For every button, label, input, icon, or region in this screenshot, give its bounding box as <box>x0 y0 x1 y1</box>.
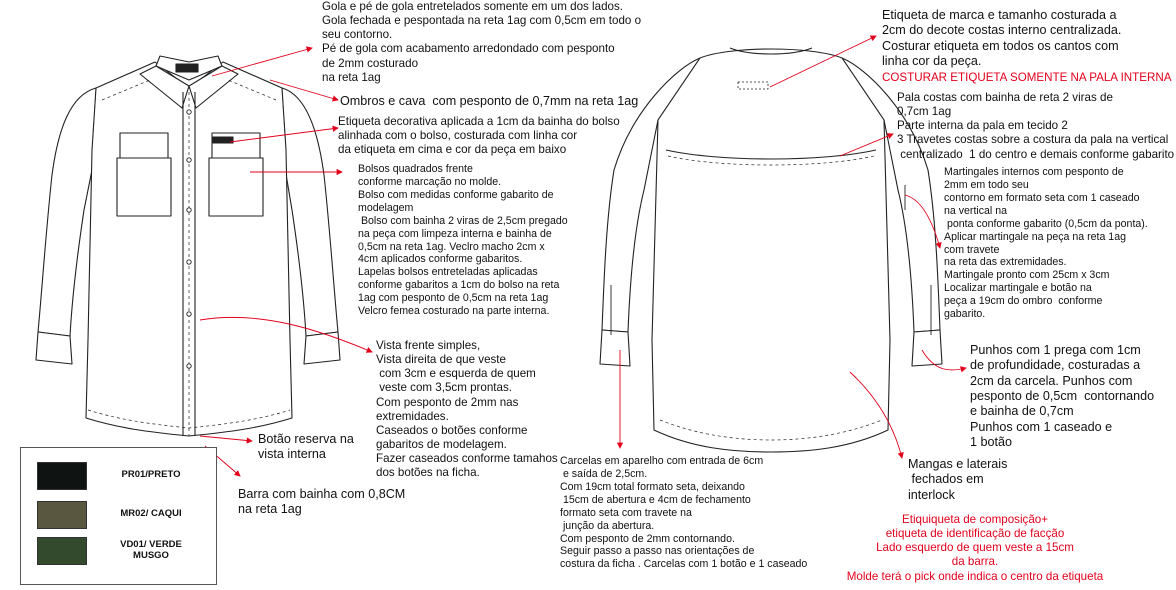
shoulders-note: Ombros e cava com pesponto de 0,7mm na reta 1ag <box>340 94 639 108</box>
back-right-cuff <box>912 330 942 366</box>
color-legend <box>20 447 217 585</box>
spare-button-note: Botão reserva na vista interna <box>258 432 354 462</box>
sleeves-note: Mangas e laterais fechados em interlock <box>908 457 1008 502</box>
left-pocket <box>117 158 171 216</box>
decorative-label-note: Etiqueta decorativa aplicada a 1cm da bainha do bolso alinhada com o bolso, costurada com linha cor da etiqueta em cima e cor da peça em baixo <box>338 115 620 157</box>
brand-label-mark <box>738 82 768 89</box>
right-pocket <box>209 158 263 216</box>
pockets-note: Bolsos quadrados frente conforme marcação no molde. Bolso com medidas conforme gabarito de modelagem Bolso com bainha 2 viras de 2,5cm pregado na peça com limpeza interna e bainha de 0,5cm na reta 1ag. Veclro macho 2cm x 4cm aplicados conforme gabaritos. Lapelas bolsos entreteladas aplicadas conforme gabaritos a 1cm do bolso na reta 1ag com pesponto de 0,5cm na reta 1ag Velcro femea costurado na parte interna. <box>358 163 568 318</box>
color-label: PR01/PRETO <box>121 469 181 480</box>
left-pocket-flap <box>120 133 168 159</box>
collar-note: Gola e pé de gola entretelados somente em um dos lados. Gola fechada e pespontada na reta 1ag com 0,5cm em todo o seu contorno. Pé de gola com acabamento arredondado com pesponto de 2mm costurado na reta 1ag <box>322 0 642 84</box>
decorative-label <box>213 137 233 143</box>
hem-note: Barra com bainha com 0,8CM na reta 1ag <box>238 487 406 517</box>
color-swatch <box>37 501 87 529</box>
color-swatch <box>37 537 87 565</box>
cuffs-note: Punhos com 1 prega com 1cm de profundidade, costuradas a 2cm da carcela. Punhos com pesponto de 0,5cm contornando e bainha de 0,7cm Punhos com 1 caseado e 1 botão <box>970 343 1155 450</box>
back-left-cuff <box>600 330 630 366</box>
sleeve-placket-note: Carcelas em aparelho com entrada de 6cm e saída de 2,5cm. Com 19cm total formato seta, deixando 15cm de abertura e 4cm de fechamento formato seta com travete na junção da abertura. Com pesponto de 2mm contornando. Seguir passo a passo nas orientações de costura da ficha . Carcelas com 1 botão e 1 caseado <box>560 455 808 571</box>
back-body <box>652 49 890 452</box>
shirt-front-drawing <box>36 56 340 436</box>
color-label: VD01/ VERDE MUSGO <box>120 539 182 561</box>
brand-label-warning: COSTURAR ETIQUETA SOMENTE NA PALA INTERNA <box>882 71 1172 84</box>
composition-label-note: Etiquiqueta de composição+ etiqueta de identificação de facção Lado esquerdo de quem veste a 15cm da barra. Molde terá o pick onde indica o centro da etiqueta <box>846 513 1104 583</box>
right-sleeve <box>282 88 338 336</box>
shirt-back-drawing <box>600 48 942 452</box>
brand-label-note: Etiqueta de marca e tamanho costurada a 2cm do decote costas interno centralizada. Costurar etiqueta em todos os cantos com linha cor da peça. <box>882 8 1122 69</box>
left-cuff <box>36 332 72 364</box>
left-sleeve <box>38 88 96 336</box>
color-swatch <box>37 462 87 490</box>
tabs-note: Martingales internos com pesponto de 2mm em todo seu contorno em formato seta com 1 caseado na vertical na ponta conforme gabarito (0,5cm da ponta). Aplicar martingale na peça na reta 1ag com travete na reta das extremidades. Martingale pronto com 25cm x 3cm Localizar martingale e botão na peça a 19cm do ombro conforme gabarito. <box>944 166 1148 321</box>
placket-note: Vista frente simples, Vista direita de que veste com 3cm e esquerda de quem veste com 3,5cm prontas. Com pesponto de 2mm nas extremidades. Caseados o botões conforme gabaritos de modelagem. Fazer caseados conforme tamahos dos botões na ficha. <box>376 339 558 480</box>
right-cuff <box>304 332 340 364</box>
color-label: MR02/ CAQUI <box>120 508 182 519</box>
yoke-note: Pala costas com bainha de reta 2 viras de 0,7cm 1ag Parte interna da pala em tecido 2 3 Travetes costas sobre a costura da pala na vertical centralizado 1 do centro e demais conforme gabarito <box>897 91 1175 161</box>
neck-label <box>176 64 198 72</box>
